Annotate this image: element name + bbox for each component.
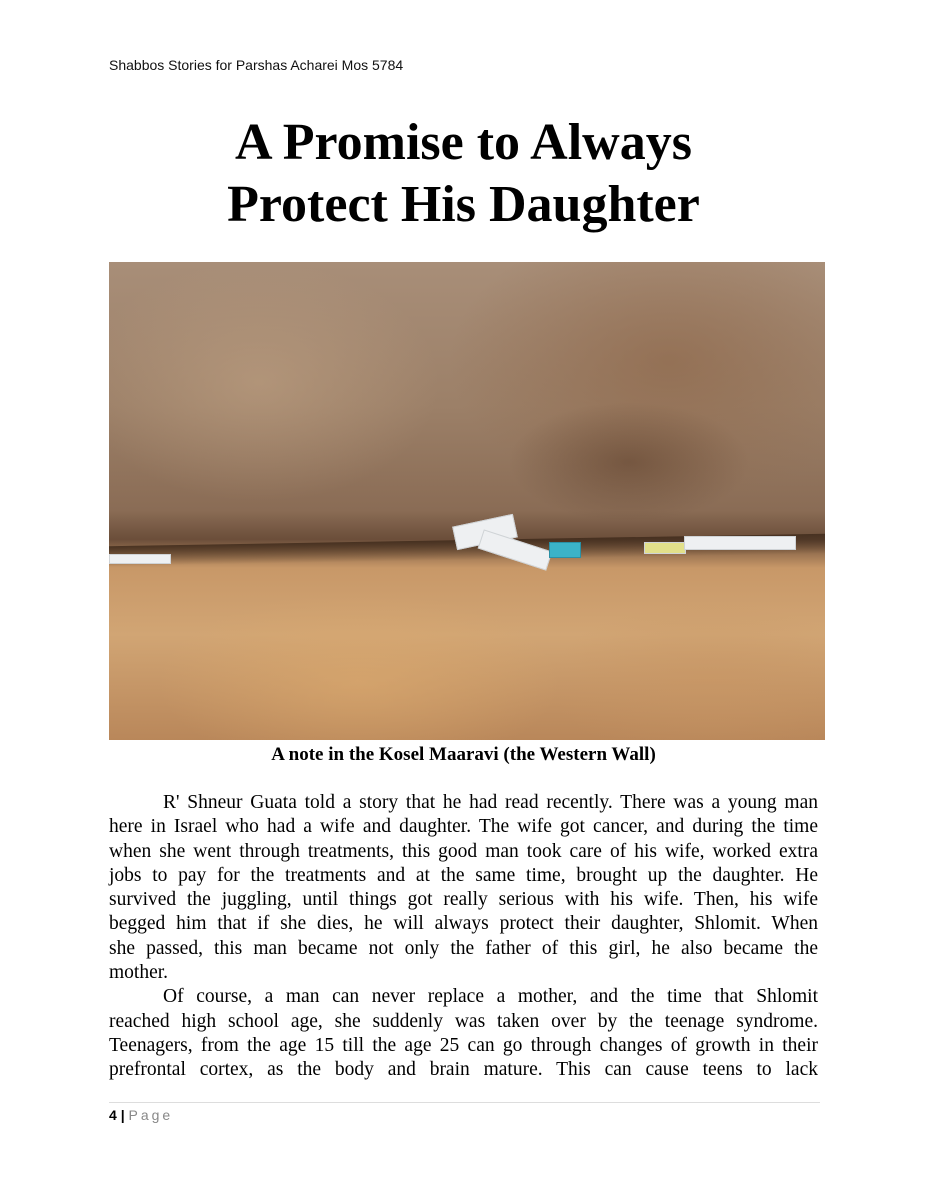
prayer-note	[109, 554, 171, 564]
body-line: R' Shneur Guata told a story that he had read recently. There was a young man	[163, 792, 818, 813]
body-line: prefrontal cortex, as the body and brain mature. This can cause teens to lack	[109, 1059, 818, 1081]
footer-separator: |	[120, 1107, 125, 1123]
body-line: Of course, a man can never replace a mother, and the time that Shlomit	[163, 986, 818, 1008]
prayer-note	[684, 536, 796, 550]
body-line: mother.	[109, 962, 169, 984]
title-line: Protect His Daughter	[227, 176, 700, 233]
page-title	[0, 112, 927, 236]
body-line: when she went through treatments, this good man took care of his wife, worked extra	[109, 840, 818, 862]
western-wall-photo	[109, 262, 825, 740]
page-label: Page	[128, 1107, 174, 1123]
footer-divider	[109, 1102, 820, 1103]
body-line: begged him that if she dies, he will always protect their daughter, Shlomit. When	[109, 913, 818, 935]
body-line: she passed, this man became not only the father of this girl, he also became the	[109, 937, 818, 959]
prayer-note	[549, 542, 581, 558]
body-line: survived the juggling, until things got really serious with his wife. Then, his wife	[109, 889, 818, 911]
body-line: reached high school age, she suddenly was taken over by the teenage syndrome.	[109, 1010, 818, 1032]
title-line: A Promise to Always	[235, 114, 692, 171]
body-line: jobs to pay for the treatments and at the same time, brought up the daughter. He	[109, 864, 818, 886]
running-header: Shabbos Stories for Parshas Acharei Mos 5784	[109, 57, 404, 73]
page-footer	[109, 1107, 173, 1123]
page-number: 4	[109, 1107, 117, 1123]
prayer-note	[644, 542, 686, 554]
body-line: here in Israel who had a wife and daughter. The wife got cancer, and during the time	[109, 816, 818, 838]
photo-caption: A note in the Kosel Maaravi (the Western Wall)	[271, 744, 656, 765]
story-body	[109, 791, 818, 1083]
body-line: Teenagers, from the age 15 till the age 25 can go through changes of growth in their	[109, 1034, 818, 1056]
